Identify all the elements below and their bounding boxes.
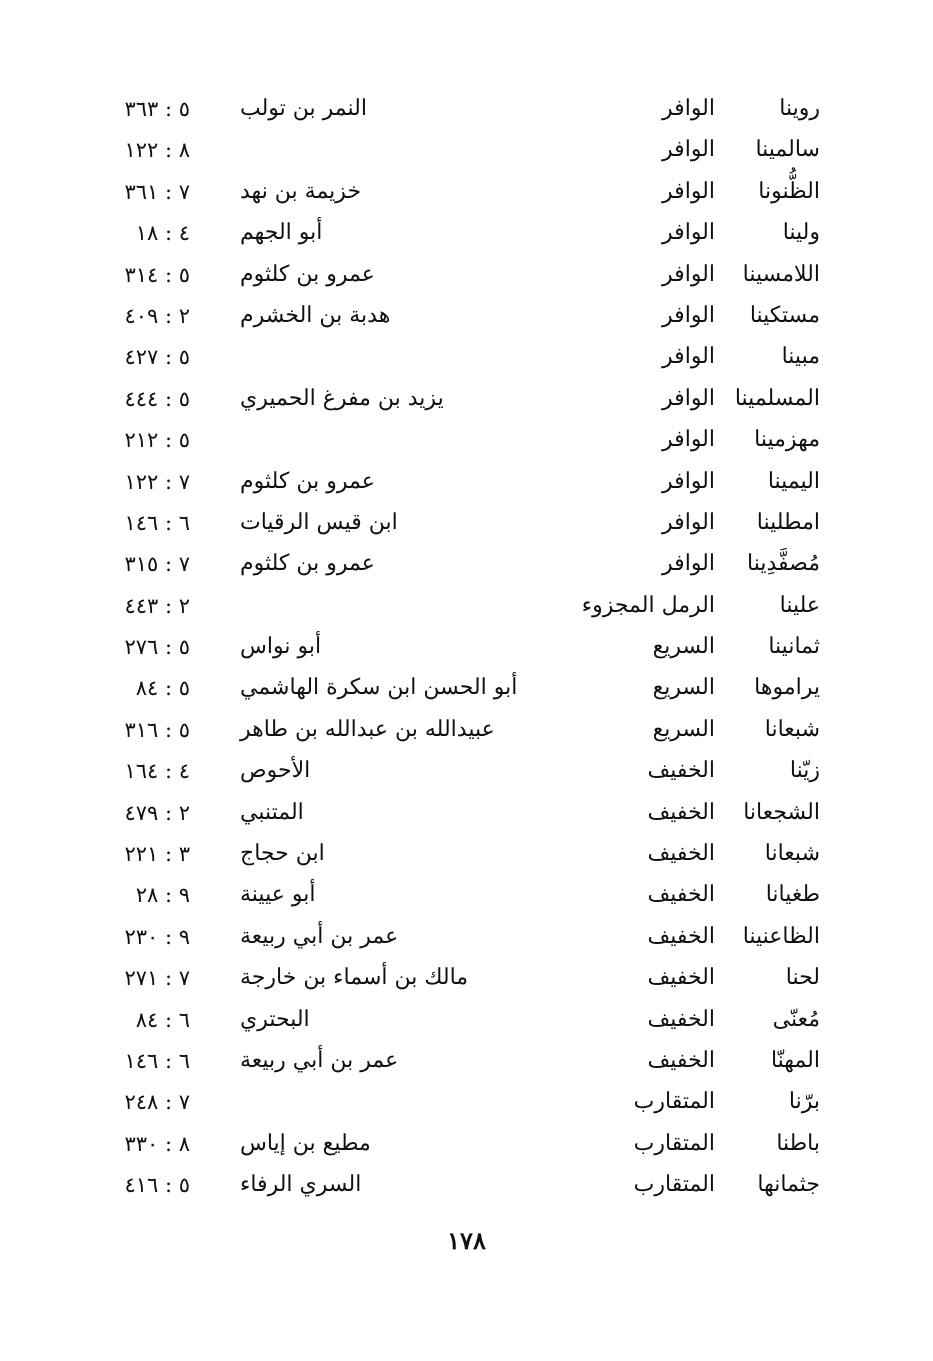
volume-page-reference: ٦ : ٨٤	[135, 1007, 190, 1032]
meter-name: الوافر	[662, 178, 715, 204]
index-row	[60, 1001, 820, 1042]
volume-page-reference: ٩ : ٢٣٠	[124, 924, 190, 949]
rhyme-word: الظاعنينا	[742, 923, 820, 949]
page-number: ١٧٨	[447, 1226, 486, 1255]
meter-name: الخفيف	[647, 882, 715, 908]
rhyme-word: يراموها	[754, 675, 820, 701]
rhyme-word: ولينا	[782, 220, 820, 246]
poet-name: أبو عيينة	[240, 882, 316, 908]
volume-page-reference: ٧ : ٣٦١	[124, 179, 190, 204]
meter-name: السريع	[652, 716, 715, 742]
volume-page-reference: ٥ : ٨٤	[135, 676, 190, 701]
rhyme-word: لحنا	[785, 965, 820, 991]
volume-page-reference: ٤ : ١٨	[135, 221, 190, 246]
meter-name: الوافر	[662, 261, 715, 287]
meter-name: الخفيف	[647, 965, 715, 991]
poet-name: عمر بن أبي ربيعة	[240, 1047, 399, 1073]
rhyme-word: باطنا	[776, 1130, 820, 1156]
rhyme-word: الظُّنونا	[758, 178, 820, 204]
index-row	[60, 918, 820, 959]
volume-page-reference: ٣ : ٢٢١	[124, 842, 190, 867]
index-row	[60, 669, 820, 710]
index-row	[60, 1125, 820, 1166]
meter-name: الوافر	[662, 344, 715, 370]
index-row	[60, 752, 820, 793]
volume-page-reference: ٧ : ٢٧١	[124, 966, 190, 991]
rhyme-word: المهنّا	[770, 1047, 820, 1073]
index-row	[60, 338, 820, 379]
index-row	[60, 587, 820, 628]
rhyme-word: برّنا	[788, 1089, 820, 1115]
index-row	[60, 835, 820, 876]
index-row	[60, 628, 820, 669]
volume-page-reference: ٧ : ٣١٥	[124, 552, 190, 577]
poet-name: السري الرفاء	[240, 1172, 362, 1198]
volume-page-reference: ٤ : ١٦٤	[124, 759, 190, 784]
poet-name: مطيع بن إياس	[240, 1130, 371, 1156]
rhyme-word: زيّنا	[789, 758, 820, 784]
poet-name: عمرو بن كلثوم	[240, 468, 375, 494]
meter-name: الوافر	[662, 137, 715, 163]
volume-page-reference: ٥ : ٢١٢	[124, 428, 190, 453]
index-row	[60, 214, 820, 255]
rhyme-word: روينا	[779, 96, 820, 121]
volume-page-reference: ٥ : ٢٧٦	[124, 635, 190, 660]
index-row	[60, 421, 820, 462]
poet-name: أبو نواس	[240, 634, 322, 660]
rhyme-word: سالمينا	[755, 137, 820, 163]
meter-name: الخفيف	[647, 923, 715, 949]
volume-page-reference: ٥ : ٣٦٣	[124, 97, 190, 121]
meter-name: السريع	[652, 634, 715, 660]
poet-name: ابن حجاج	[240, 841, 325, 867]
rhyme-word: جثمانها	[757, 1172, 820, 1198]
volume-page-reference: ٧ : ١٢٢	[124, 469, 190, 494]
meter-name: الوافر	[662, 220, 715, 246]
index-row	[60, 131, 820, 172]
poet-name: المتنبي	[240, 799, 304, 825]
poet-name: ابن قيس الرقيات	[240, 509, 398, 535]
meter-name: الخفيف	[647, 799, 715, 825]
index-row	[60, 1166, 820, 1207]
poet-name: الأحوص	[240, 758, 311, 784]
rhyme-word: شبعانا	[764, 841, 820, 867]
volume-page-reference: ٥ : ٣١٦	[124, 717, 190, 742]
poet-name: عمر بن أبي ربيعة	[240, 923, 399, 949]
index-row	[60, 256, 820, 297]
meter-name: الرمل المجزوء	[581, 592, 715, 618]
volume-page-reference: ٢ : ٤٠٩	[124, 303, 190, 328]
poet-name: عبيدالله بن عبدالله بن طاهر	[240, 716, 495, 742]
poet-name: خزيمة بن نهد	[240, 178, 362, 204]
meter-name: الخفيف	[647, 1047, 715, 1073]
index-row	[60, 90, 820, 131]
rhyme-word: مستكينا	[749, 302, 820, 328]
index-row	[60, 1042, 820, 1083]
meter-name: الخفيف	[647, 1006, 715, 1032]
volume-page-reference: ٨ : ٣٣٠	[124, 1131, 190, 1156]
rhyme-word: ثمانينا	[768, 634, 820, 660]
index-row	[60, 794, 820, 835]
meter-name: الوافر	[662, 509, 715, 535]
rhyme-word: المسلمينا	[734, 385, 820, 411]
poet-name: أبو الجهم	[240, 220, 323, 246]
rhyme-word: طغيانا	[765, 882, 820, 908]
index-row	[60, 380, 820, 421]
volume-page-reference: ٩ : ٢٨	[135, 883, 190, 908]
index-row	[60, 1083, 820, 1124]
index-row	[60, 959, 820, 1000]
poet-name: البحتري	[240, 1006, 310, 1032]
volume-page-reference: ٢ : ٤٤٣	[124, 593, 190, 618]
volume-page-reference: ٥ : ٤٤٤	[124, 386, 190, 411]
poet-name: عمرو بن كلثوم	[240, 261, 375, 287]
volume-page-reference: ٥ : ٣١٤	[124, 262, 190, 287]
meter-name: الخفيف	[647, 758, 715, 784]
meter-name: الوافر	[662, 427, 715, 453]
meter-name: المتقارب	[633, 1089, 715, 1115]
volume-page-reference: ٨ : ١٢٢	[124, 138, 190, 163]
meter-name: الخفيف	[647, 841, 715, 867]
poet-name: النمر بن تولب	[240, 96, 367, 121]
rhyme-word: اللامسينا	[742, 261, 820, 287]
rhyme-word: مُصفَّدِينا	[746, 551, 820, 577]
rhyme-word: مُعنّى	[772, 1006, 820, 1032]
rhyme-word: امطلينا	[756, 509, 820, 535]
index-row	[60, 711, 820, 752]
index-row	[60, 504, 820, 545]
poet-name: مالك بن أسماء بن خارجة	[240, 965, 469, 991]
meter-name: الوافر	[662, 468, 715, 494]
meter-name: السريع	[652, 675, 715, 701]
rhyme-word: مبينا	[781, 344, 820, 370]
poet-name: عمرو بن كلثوم	[240, 551, 375, 577]
meter-name: المتقارب	[633, 1172, 715, 1198]
rhyme-word: اليمينا	[767, 468, 820, 494]
index-row	[60, 173, 820, 214]
meter-name: المتقارب	[633, 1130, 715, 1156]
meter-name: الوافر	[662, 96, 715, 121]
volume-page-reference: ٥ : ٤١٦	[124, 1173, 190, 1198]
volume-page-reference: ٦ : ١٤٦	[124, 510, 190, 535]
index-row	[60, 545, 820, 586]
volume-page-reference: ٦ : ١٤٦	[124, 1048, 190, 1073]
volume-page-reference: ٥ : ٤٢٧	[124, 345, 190, 370]
rhyme-word: الشجعانا	[743, 799, 820, 825]
index-row	[60, 463, 820, 504]
poet-name: أبو الحسن ابن سكرة الهاشمي	[240, 675, 518, 701]
meter-name: الوافر	[662, 551, 715, 577]
meter-name: الوافر	[662, 385, 715, 411]
verse-index-table	[60, 90, 820, 1208]
poet-name: يزيد بن مفرغ الحميري	[240, 385, 444, 411]
index-row	[60, 876, 820, 917]
meter-name: الوافر	[662, 302, 715, 328]
volume-page-reference: ٧ : ٢٤٨	[124, 1090, 190, 1115]
rhyme-word: علينا	[779, 592, 820, 618]
rhyme-word: مهزمينا	[754, 427, 820, 453]
poet-name: هدبة بن الخشرم	[240, 302, 391, 328]
rhyme-word: شبعانا	[764, 716, 820, 742]
index-row	[60, 297, 820, 338]
volume-page-reference: ٢ : ٤٧٩	[124, 800, 190, 825]
